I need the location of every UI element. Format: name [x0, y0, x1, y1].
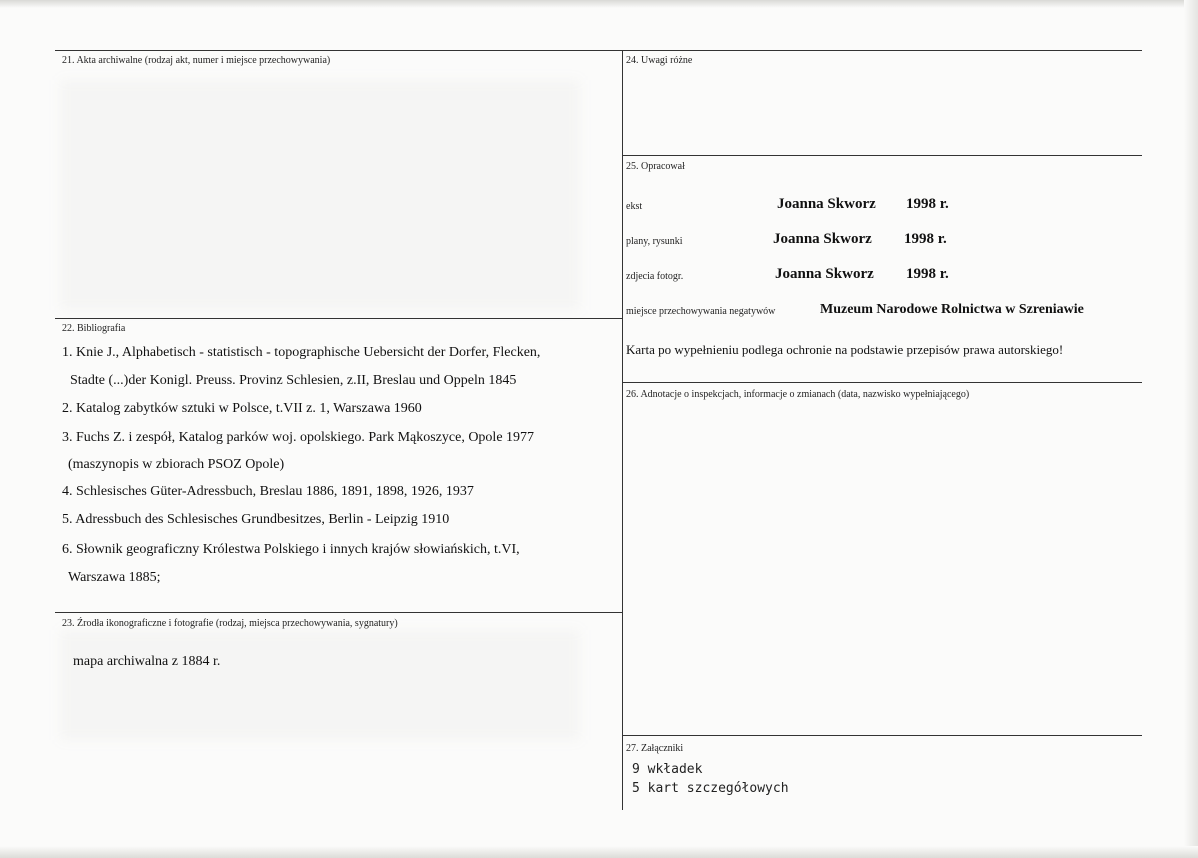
rule-21-22 — [55, 318, 622, 319]
negatives-value: Muzeum Narodowe Rolnictwa w Szreniawie — [820, 302, 1084, 317]
author-row-label: ekst — [626, 201, 643, 212]
author-year: 1998 r. — [906, 266, 949, 282]
paper-bottom-edge — [0, 846, 1198, 858]
bibliography-line: (maszynopis w zbiorach PSOZ Opole) — [68, 457, 285, 472]
bibliography-line: 3. Fuchs Z. i zespół, Katalog parków woj. opolskiego. Park Mąkoszyce, Opole 1977 — [62, 430, 535, 445]
rule-25-26 — [622, 382, 1142, 383]
paper-top-edge — [0, 0, 1198, 8]
bibliography-line: Warszawa 1885; — [68, 570, 161, 585]
section-22-label: 22. Bibliografia — [62, 323, 126, 334]
rule-24-25 — [622, 155, 1142, 156]
negatives-label: miejsce przechowywania negatywów — [626, 306, 776, 317]
bibliography-line: 6. Słownik geograficzny Królestwa Polskiego i innych krajów słowiańskich, t.VI, — [62, 542, 520, 557]
author-row-label: zdjecia fotogr. — [626, 271, 684, 282]
show-through-shadow — [60, 80, 580, 310]
section-24-label: 24. Uwagi różne — [626, 55, 693, 66]
bibliography-line: 4. Schlesisches Güter-Adressbuch, Breslau 1886, 1891, 1898, 1926, 1937 — [62, 484, 474, 499]
author-row-label: plany, rysunki — [626, 236, 683, 247]
bibliography-line: 5. Adressbuch des Schlesisches Grundbesitzes, Berlin - Leipzig 1910 — [62, 512, 450, 527]
paper-right-edge — [1184, 0, 1198, 858]
section-26-label: 26. Adnotacje o inspekcjach, informacje o zmianach (data, nazwisko wypełniającego) — [626, 389, 970, 400]
rule-22-23 — [55, 612, 622, 613]
section-25-label: 25. Opracował — [626, 161, 685, 172]
iconography-value: mapa archiwalna z 1884 r. — [73, 654, 221, 669]
author-name: Joanna Skworz — [773, 231, 872, 247]
bibliography-line: Stadte (...)der Konigl. Preuss. Provinz Schlesien, z.II, Breslau und Oppeln 1845 — [70, 373, 517, 388]
copyright-notice: Karta po wypełnieniu podlega ochronie na podstawie przepisów prawa autorskiego! — [626, 342, 1064, 357]
column-divider — [622, 50, 623, 810]
author-year: 1998 r. — [904, 231, 947, 247]
author-name: Joanna Skworz — [775, 266, 874, 282]
author-year: 1998 r. — [906, 196, 949, 212]
rule-top — [55, 50, 1142, 51]
section-27-label: 27. Załączniki — [626, 743, 684, 754]
section-21-label: 21. Akta archiwalne (rodzaj akt, numer i miejsce przechowywania) — [62, 55, 331, 66]
attachment-item: 5 kart szczegółowych — [632, 781, 789, 796]
author-name: Joanna Skworz — [777, 196, 876, 212]
section-23-label: 23. Źrodła ikonograficzne i fotografie (rodzaj, miejsca przechowywania, sygnatury) — [62, 618, 398, 629]
attachment-item: 9 wkładek — [632, 762, 703, 777]
rule-26-27 — [622, 735, 1142, 736]
bibliography-line: 1. Knie J., Alphabetisch - statistisch - topographische Uebersicht der Dorfer, Flecken, — [62, 345, 541, 360]
show-through-shadow — [60, 630, 580, 740]
bibliography-line: 2. Katalog zabytków sztuki w Polsce, t.VII z. 1, Warszawa 1960 — [62, 401, 422, 416]
